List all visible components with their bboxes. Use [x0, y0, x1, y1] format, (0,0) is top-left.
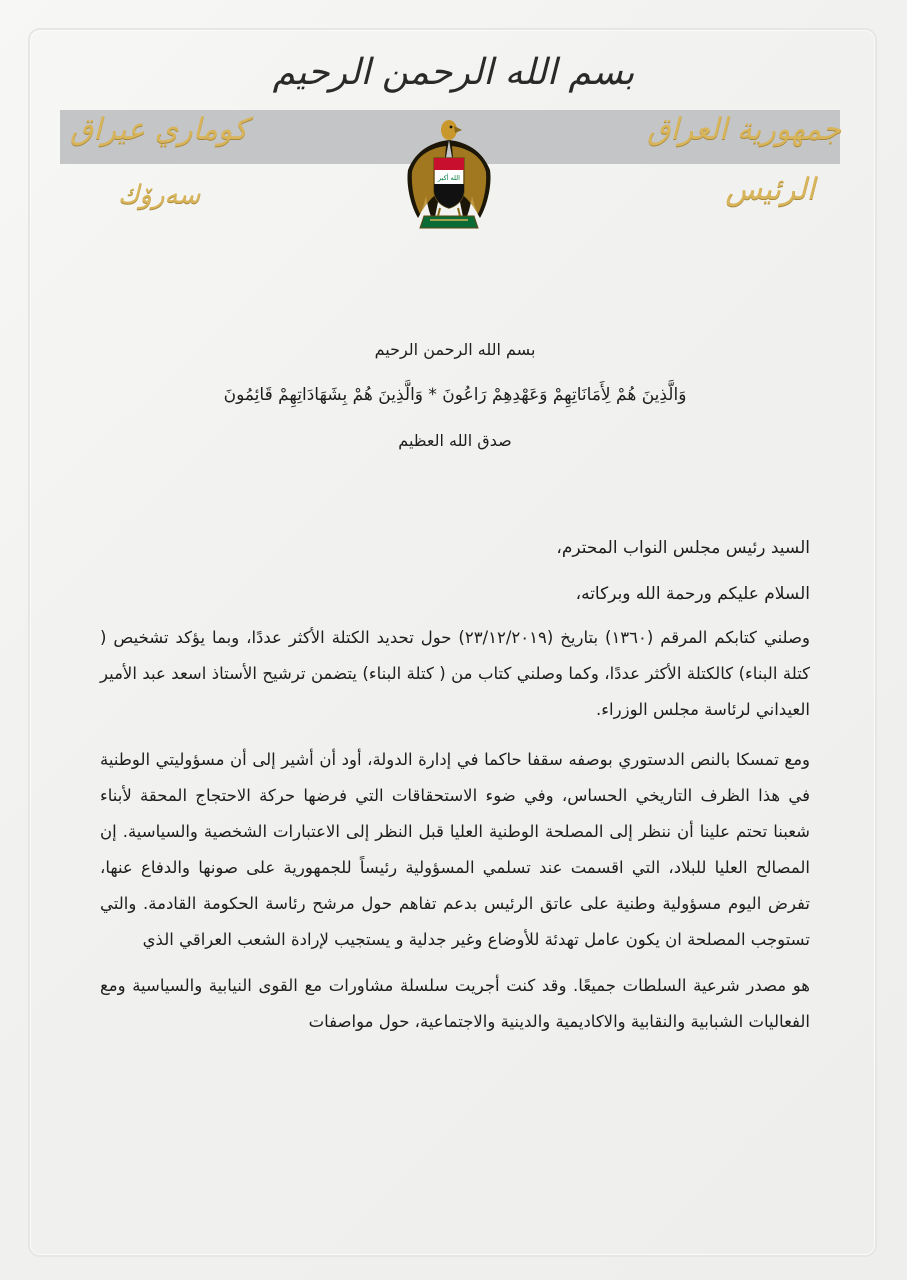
republic-title-kurdish: كوماري عيراق [70, 112, 248, 147]
verse-closing: صدق الله العظيم [398, 431, 512, 450]
opening-basmala: بسم الله الرحمن الرحيم [374, 340, 536, 359]
body-paragraph-1: وصلني كتابكم المرقم (١٣٦٠) بتاريخ (٢٣/١٢/٢٠١٩) حول تحديد الكتلة الأكثر عددًا، وبما يؤكد تشخيص ( كتلة البناء) كالكتلة الأكثر عددًا، وكما وصلني كتاب من ( كتلة البناء) يتضمن ترشيح الأستاذ اسعد عبد الأمير العيداني لرئاسة مجلس الوزراء. [100, 628, 810, 719]
presidency-title-kurdish: سەرۆك [118, 180, 201, 210]
republic-title-arabic: جمهورية العراق [647, 112, 841, 147]
quran-verse: وَالَّذِينَ هُمْ لِأَمَانَاتِهِمْ وَعَهْدِهِمْ رَاعُونَ * وَالَّذِينَ هُمْ بِشَهَادَاتِهِمْ قَائِمُونَ [223, 385, 687, 405]
greeting: السلام عليكم ورحمة الله وبركاته، [575, 584, 810, 604]
letter-content [100, 330, 810, 1040]
emblem-inscription: الله أكبر [438, 174, 460, 182]
addressee: السيد رئيس مجلس النواب المحترم، [556, 538, 810, 558]
presidency-title-arabic: الرئيس [725, 172, 815, 207]
body-paragraph-3: هو مصدر شرعية السلطات جميعًا. وقد كنت أجريت سلسلة مشاورات مع القوى النيابية والسياسية ومع الفعاليات الشبابية والنقابية والاكاديمية والدينية والاجتماعية، حول مواصفات [100, 976, 810, 1031]
body-paragraph-2: ومع تمسكا بالنص الدستوري بوصفه سقفا حاكما في إدارة الدولة، أود أن أشير إلى أن مسؤوليتي الوطنية في هذا الظرف التاريخي الحساس، وفي ضوء الاستحقاقات التي فرضها حركة الاحتجاج المحقة لأبناء شعبنا تحتم علينا أن ننظر إلى المصلحة الوطنية العليا قبل النظر إلى الاعتبارات الشخصية والسياسية. إن المصالح العليا للبلاد، التي اقسمت عند تسلمي المسؤولية رئيساً للجمهورية على صونها والدفاع عنها، تفرض اليوم مسؤولية وطنية على عاتق الرئيس بدعم تفاهم حول مرشح رئاسة الحكومة القادمة. والتي تستوجب المصلحة ان يكون عامل تهدئة للأوضاع وغير جدلية و يستجيب لإرادة الشعب العراقي الذي [100, 750, 810, 949]
letterhead-basmala: بسم الله الرحمن الرحيم [272, 52, 635, 93]
iraq-eagle-emblem-icon [402, 112, 496, 244]
